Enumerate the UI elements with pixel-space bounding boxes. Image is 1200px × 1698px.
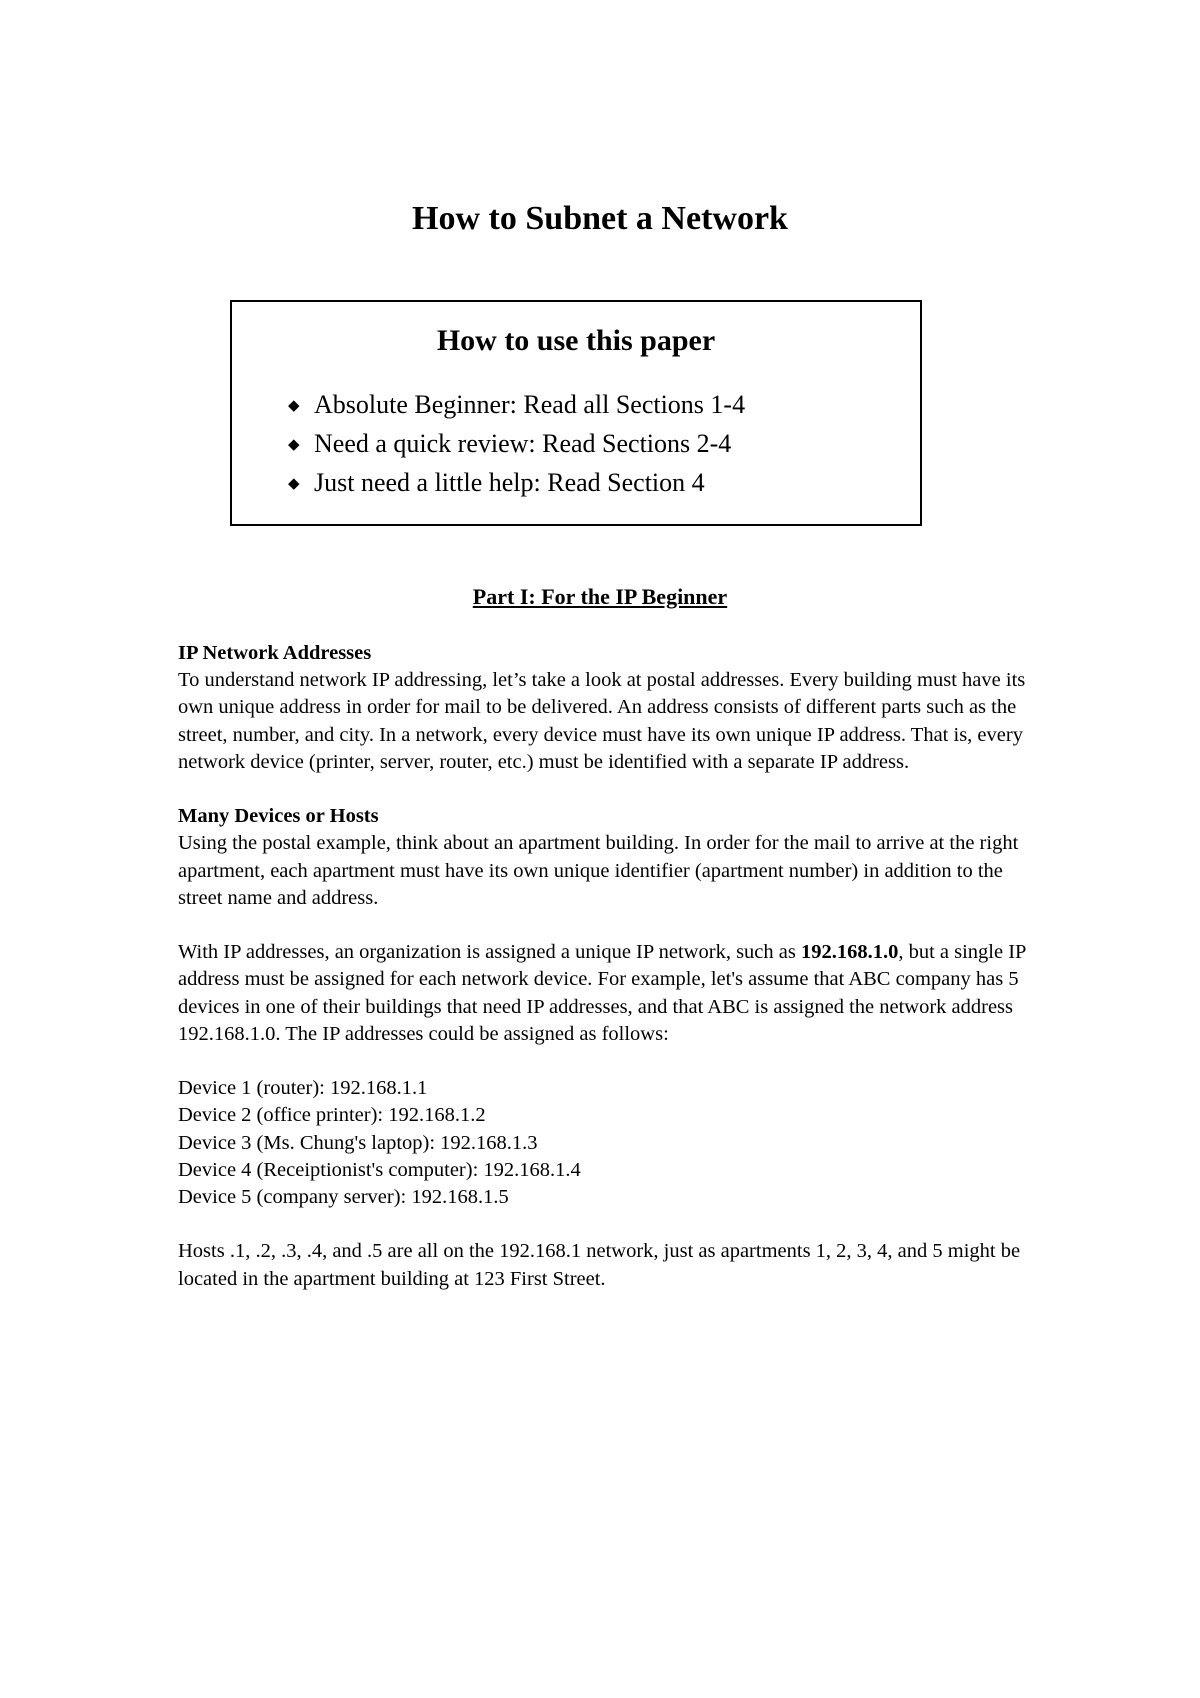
document-body — [178, 640, 1038, 1320]
usage-guide-list — [288, 386, 745, 503]
section-heading-many-devices: Many Devices or Hosts — [178, 805, 379, 828]
device-list-item: Device 5 (company server): 192.168.1.5 — [178, 1186, 509, 1209]
device-list-item: Device 1 (router): 192.168.1.1 — [178, 1077, 428, 1100]
usage-guide-title: How to use this paper — [436, 324, 716, 357]
device-list-item: Device 4 (Receiptionist's computer): 192.168.1.4 — [178, 1158, 581, 1181]
usage-guide-item — [288, 386, 745, 425]
device-list-item: Device 3 (Ms. Chung's laptop): 192.168.1.3 — [178, 1131, 538, 1154]
closing-paragraph: Hosts .1, .2, .3, .4, and .5 are all on the 192.168.1 network, just as apartments 1, 2, 3, 4, and 5 might be located in the apartment building at 123 First Street. — [178, 1240, 1021, 1290]
page-title: How to Subnet a Network — [412, 200, 788, 237]
diamond-bullet-icon: ◆ — [288, 398, 300, 414]
example-network-address: 192.168.1.0 — [800, 941, 899, 964]
example-text-before: With IP addresses, an organization is assigned a unique IP network, such as — [178, 941, 801, 964]
diamond-bullet-icon: ◆ — [288, 476, 300, 492]
example-text-after: , but a single IP address must be assigned for each network device. For example, let's assume that ABC company has 5 devices in one of their buildings that need IP addresses, and that ABC is assigned the network address 192.168.1.0. The IP addresses could be assigned as follows: — [178, 941, 1026, 1045]
section-heading-ip-network-addresses: IP Network Addresses — [178, 642, 372, 664]
usage-guide-item — [288, 464, 745, 503]
part-heading: Part I: For the IP Beginner — [472, 584, 728, 609]
usage-guide-item-text: Absolute Beginner: Read all Sections 1-4 — [314, 390, 746, 419]
device-list — [178, 1075, 1038, 1211]
usage-guide-item-text: Just need a little help: Read Section 4 — [314, 468, 705, 497]
example-paragraph — [178, 939, 1038, 1048]
usage-guide-item — [288, 425, 745, 464]
section-paragraph-many-devices: Using the postal example, think about an apartment building. In order for the mail to arrive at the right apartment, each apartment must have its own unique identifier (apartment number) in addition to the street name and address. — [178, 832, 1019, 909]
usage-guide-box — [230, 300, 922, 526]
device-list-item: Device 2 (office printer): 192.168.1.2 — [178, 1104, 486, 1127]
section-paragraph-ip-network-addresses: To understand network IP addressing, let’s take a look at postal addresses. Every building must have its own unique address in order for mail to be delivered. An address consists of different parts such as the street, number, and city. In a network, every device must have its own unique IP address. That is, every network device (printer, server, router, etc.) must be identified with a separate IP address. — [178, 669, 1026, 773]
diamond-bullet-icon: ◆ — [288, 437, 300, 453]
usage-guide-item-text: Need a quick review: Read Sections 2-4 — [314, 429, 732, 458]
